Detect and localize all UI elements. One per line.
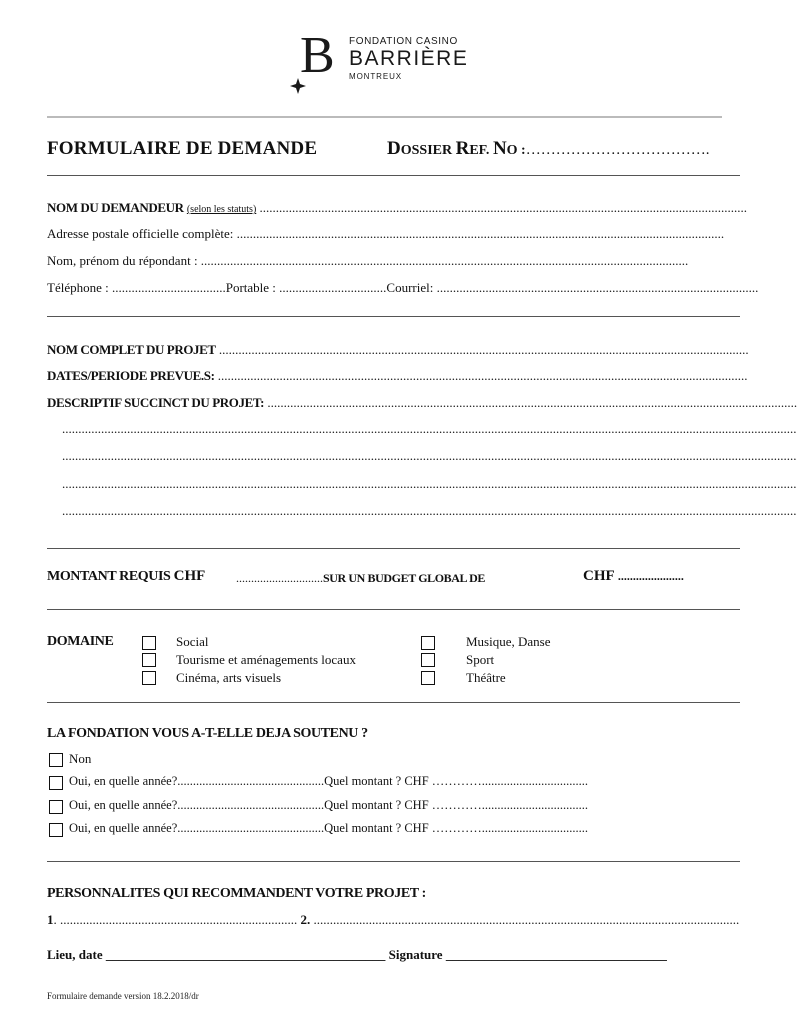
signature-label: Signature (388, 947, 443, 962)
mobile-field[interactable]: ................................. (279, 280, 387, 295)
section-divider (47, 609, 740, 610)
amount-currency: CHF (173, 568, 206, 584)
recommend-title: PERSONNALITES QUI RECOMMANDENT VOTRE PROJET : (47, 886, 426, 901)
place-date-label: Lieu, date (47, 947, 103, 962)
project-name-field[interactable]: ................................................................................................................................................................... (215, 342, 749, 357)
domain-option-label: Social (176, 634, 209, 649)
budget-currency: CHF (583, 568, 615, 584)
domain-checkbox-music[interactable] (421, 636, 435, 650)
logo-b-mark (288, 28, 340, 94)
recommend-row (47, 912, 740, 928)
dossier-ref-field[interactable]: ………………………………. (525, 142, 710, 158)
section-divider (47, 861, 740, 862)
domain-checkbox-theatre[interactable] (421, 671, 435, 685)
project-desc-label: DESCRIPTIF SUCCINCT DU PROJET: (47, 395, 265, 410)
phone-field[interactable]: ................................... (111, 280, 226, 295)
budget-row (583, 568, 684, 585)
support-checkbox-yes[interactable] (49, 800, 63, 814)
applicant-name-row (47, 200, 748, 216)
logo-line-3: MONTREUX (349, 72, 402, 81)
domain-option-label: Sport (466, 652, 495, 667)
recommend-field-2[interactable]: ................................................................................................................................... (310, 912, 740, 927)
desc-line[interactable]: .................................................................................................................................................................................................................................. (62, 448, 797, 463)
logo-letter: B (300, 27, 335, 84)
email-label: Courriel: (386, 280, 437, 295)
support-checkbox-yes[interactable] (49, 823, 63, 837)
support-yes-row[interactable]: Oui, en quelle année?...............................................Quel montant ? CHF ………….................................. (69, 774, 589, 788)
budget-label: SUR UN BUDGET GLOBAL DE (323, 571, 485, 585)
support-question: LA FONDATION VOUS A-T-ELLE DEJA SOUTENU ? (47, 726, 368, 741)
domain-option-label: Cinéma, arts visuels (176, 670, 282, 685)
mobile-label: Portable : (225, 280, 280, 295)
section-divider (47, 316, 740, 317)
project-dates-field[interactable]: ................................................................................................................................................................... (214, 368, 748, 383)
domain-checkbox-social[interactable] (142, 636, 156, 650)
project-dates-row (47, 368, 748, 384)
form-title: FORMULAIRE DE DEMANDE (47, 138, 318, 159)
section-divider (47, 702, 740, 703)
budget-field[interactable]: ...................... (617, 569, 684, 583)
email-field[interactable]: ................................................................................................... (436, 280, 759, 295)
header-divider (47, 116, 722, 118)
domain-option-label: Musique, Danse (466, 634, 551, 649)
recommend-number-1: 1 (47, 912, 54, 927)
logo-line-1: FONDATION CASINO (349, 36, 458, 47)
applicant-name-note: (selon les statuts) (186, 204, 257, 215)
respondent-row[interactable]: Nom, prénom du répondant : ...................................................................................................................................................... (47, 253, 689, 268)
phone-label: Téléphone : (47, 280, 112, 295)
support-yes-row[interactable]: Oui, en quelle année?...............................................Quel montant ? CHF ………….................................. (69, 798, 589, 812)
support-checkbox-no[interactable] (49, 753, 63, 767)
desc-line[interactable]: .................................................................................................................................................................................................................................. (62, 421, 797, 436)
domain-label: DOMAINE (47, 634, 114, 649)
signature-field[interactable]: __________________________________ (445, 947, 667, 962)
footer-version: Formulaire demande version 18.2.2018/dr (47, 991, 199, 1001)
address-row[interactable]: Adresse postale officielle complète: ...................................................................................................................................................... (47, 226, 725, 241)
contact-row (47, 280, 759, 296)
project-dates-label: DATES/PERIODE PREVUE.S: (47, 368, 215, 383)
signature-row (47, 947, 714, 963)
project-name-row (47, 342, 749, 358)
desc-line[interactable]: .................................................................................................................................................................................................................................. (62, 476, 797, 491)
logo-line-2: BARRIÈRE (349, 47, 469, 70)
domain-checkbox-sport[interactable] (421, 653, 435, 667)
amount-row (47, 568, 205, 585)
desc-line[interactable]: .................................................................................................................................................................................................................................. (62, 503, 797, 518)
support-checkbox-yes[interactable] (49, 776, 63, 790)
section-divider (47, 548, 740, 549)
domain-checkbox-tourism[interactable] (142, 653, 156, 667)
place-date-field[interactable]: ___________________________________________ (105, 947, 386, 962)
recommend-field-1[interactable]: . ......................................................................... (53, 912, 298, 927)
amount-budget-row (236, 571, 485, 586)
project-desc-row (47, 395, 797, 411)
support-no-label: Non (69, 751, 92, 766)
domain-option-label: Tourisme et aménagements locaux (176, 652, 356, 667)
amount-field[interactable]: ............................. (236, 571, 323, 585)
amount-label: MONTANT REQUIS (47, 569, 171, 584)
domain-checkbox-cinema[interactable] (142, 671, 156, 685)
project-name-label: NOM COMPLET DU PROJET (47, 342, 216, 357)
section-divider (47, 175, 740, 176)
applicant-name-label: NOM DU DEMANDEUR (47, 200, 184, 215)
support-yes-row[interactable]: Oui, en quelle année?...............................................Quel montant ? CHF ………….................................. (69, 821, 589, 835)
dossier-reference: DOSSIER REF. NO :………………………………. (387, 138, 710, 159)
domain-option-label: Théâtre (466, 670, 506, 685)
recommend-number-2: 2. (300, 912, 311, 927)
project-desc-field[interactable]: ................................................................................................................................................................... (264, 395, 797, 410)
applicant-name-field[interactable]: ...................................................................................................................................................... (256, 200, 748, 215)
